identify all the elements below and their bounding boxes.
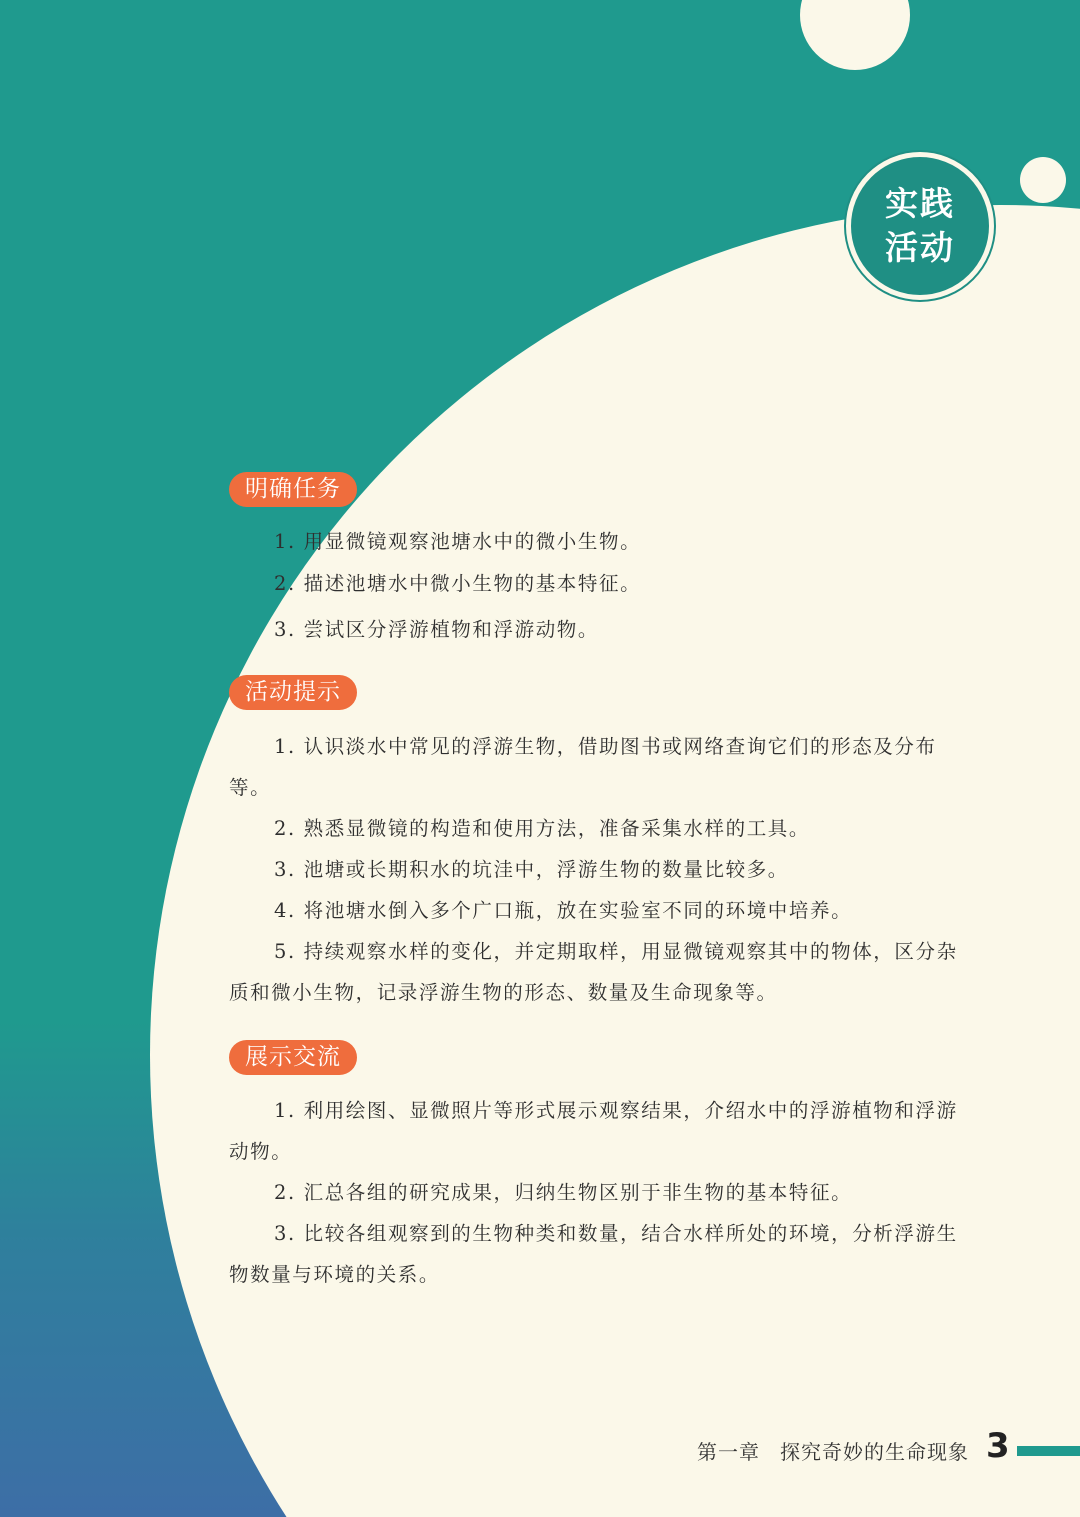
section-tag-tasks: 明确任务 [229,472,357,507]
practice-activity-badge [846,152,994,300]
badge-line-2: 活动 [885,228,955,267]
exchange-item-1: 1. 利用绘图、显微照片等形式展示观察结果，介绍水中的浮游植物和浮游动物。 [229,1099,958,1163]
hint-item-4: 4. 将池塘水倒入多个广口瓶，放在实验室不同的环境中培养。 [274,899,853,922]
running-footer [697,1436,969,1465]
section-tag-hints: 活动提示 [229,675,357,710]
exchange-item-2: 2. 汇总各组的研究成果，归纳生物区别于非生物的基本特征。 [274,1181,853,1204]
page-number-bar [1017,1446,1080,1456]
page-number: 3 [986,1426,1010,1466]
footer-chapter: 第一章 [697,1440,760,1464]
decorative-bubble-top [800,0,910,70]
task-item-3: 3. 尝试区分浮游植物和浮游动物。 [274,618,600,641]
hint-item-1: 1. 认识淡水中常见的浮游生物，借助图书或网络查询它们的形态及分布等。 [229,735,937,799]
section-tag-exchange: 展示交流 [229,1040,357,1075]
hint-item-5: 5. 持续观察水样的变化，并定期取样，用显微镜观察其中的物体，区分杂质和微小生物，记录浮游生物的形态、数量及生命现象等。 [229,940,958,1004]
exchange-item-3: 3. 比较各组观察到的生物种类和数量，结合水样所处的环境，分析浮游生物数量与环境的关系。 [229,1222,958,1286]
hint-item-2: 2. 熟悉显微镜的构造和使用方法，准备采集水样的工具。 [274,817,811,840]
footer-chapter-title: 探究奇妙的生命现象 [780,1440,969,1464]
decorative-bubble-right [1020,157,1066,203]
task-item-2: 2. 描述池塘水中微小生物的基本特征。 [274,572,642,595]
badge-line-1: 实践 [885,184,955,223]
task-item-1: 1. 用显微镜观察池塘水中的微小生物。 [274,530,642,553]
hint-item-3: 3. 池塘或长期积水的坑洼中，浮游生物的数量比较多。 [274,858,789,881]
